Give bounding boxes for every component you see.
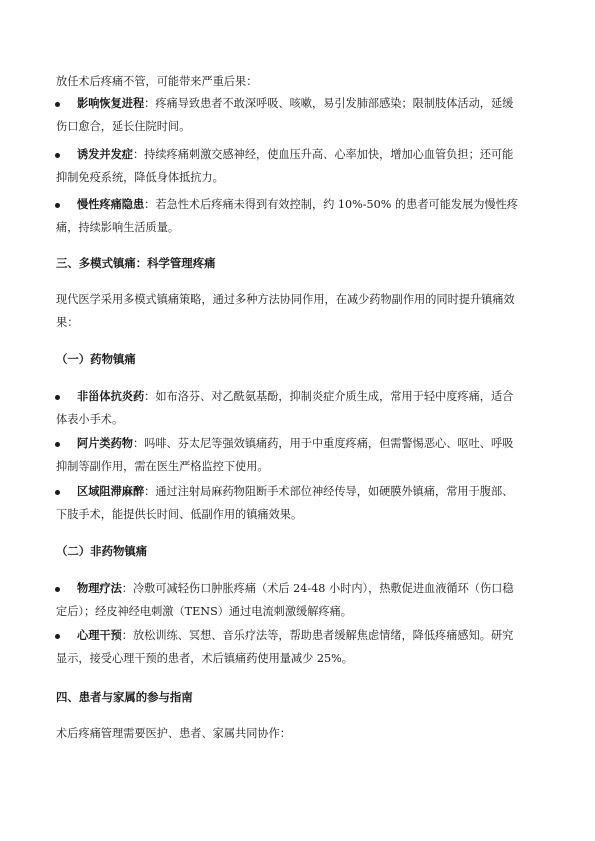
- list-item-line: [77, 389, 513, 405]
- list-item-continuation: 显示，接受心理干预的患者，术后镇痛药使用量减少 25%。: [56, 652, 353, 665]
- paragraph-line: 术后疼痛管理需要医护、患者、家属共同协作：: [56, 727, 291, 740]
- item-term: 物理疗法: [77, 582, 122, 595]
- list-item-line: [77, 436, 513, 452]
- bullet-dot: [55, 203, 60, 208]
- subsection-heading: （一）药物镇痛: [56, 352, 136, 366]
- bullet-dot: [55, 395, 60, 400]
- item-term: 诱发并发症: [77, 148, 133, 161]
- list-item-line: [77, 581, 514, 597]
- item-text: ：吗啡、芬太尼等强效镇痛药，用于中重度疼痛，但需警惕恶心、呕吐、呼吸: [132, 437, 514, 450]
- item-term: 影响恢复进程: [77, 97, 145, 110]
- item-term: 心理干预: [77, 629, 122, 642]
- item-text: ：若急性术后疼痛未得到有效控制，约 10%-50% 的患者可能发展为慢性疼: [144, 198, 519, 211]
- list-item-continuation: 抑制等副作用，需在医生严格监控下使用。: [56, 460, 269, 473]
- list-item-line: [77, 147, 513, 163]
- item-text: ：冷敷可减轻伤口肿胀疼痛（术后 24-48 小时内），热敷促进血液循环（伤口稳: [121, 582, 514, 595]
- bullet-dot: [55, 442, 60, 447]
- item-term: 区域阻滞麻醉: [77, 485, 145, 498]
- section-heading: 四、患者与家属的参与指南: [56, 690, 193, 704]
- item-text: ：如布洛芬、对乙酰氨基酚，抑制炎症介质生成，常用于轻中度疼痛，适合: [144, 390, 514, 403]
- list-item-continuation: 伤口愈合，延长住院时间。: [56, 120, 191, 133]
- list-item-line: [77, 628, 513, 644]
- list-item-line: [77, 484, 513, 500]
- bullet-dot: [55, 634, 60, 639]
- item-text: ：放松训练、冥想、音乐疗法等，帮助患者缓解焦虑情绪，降低疼痛感知。研究: [121, 629, 514, 642]
- list-item-continuation: 痛，持续影响生活质量。: [56, 221, 180, 234]
- subsection-heading: （二）非药物镇痛: [56, 544, 148, 558]
- bullet-dot: [55, 102, 60, 107]
- list-item-line: [77, 197, 518, 213]
- list-item-continuation: 下肢手术，能提供长时间、低副作用的镇痛效果。: [56, 508, 303, 521]
- bullet-dot: [55, 153, 60, 158]
- item-term: 非甾体抗炎药: [77, 390, 145, 403]
- item-term: 慢性疼痛隐患: [77, 198, 145, 211]
- paragraph-line: 现代医学采用多模式镇痛策略，通过多种方法协同作用，在减少药物副作用的同时提升镇痛效: [56, 293, 515, 306]
- bullet-dot: [55, 587, 60, 592]
- intro-text: 放任术后疼痛不管，可能带来严重后果：: [56, 75, 258, 88]
- list-item-line: [77, 96, 513, 112]
- item-term: 阿片类药物: [77, 437, 133, 450]
- list-item-continuation: 体表小手术。: [56, 413, 124, 426]
- bullet-dot: [55, 490, 60, 495]
- list-item-continuation: 定后）；经皮神经电刺激（TENS）通过电流刺激缓解疼痛。: [56, 605, 352, 618]
- list-item-continuation: 抑制免疫系统，降低身体抵抗力。: [56, 171, 224, 184]
- item-text: ：持续疼痛刺激交感神经，使血压升高、心率加快，增加心血管负担；还可能: [132, 148, 514, 161]
- section-heading: 三、多模式镇痛：科学管理疼痛: [56, 256, 216, 270]
- item-text: ：通过注射局麻药物阻断手术部位神经传导，如硬膜外镇痛，常用于腹部、: [144, 485, 514, 498]
- paragraph-line: 果：: [56, 316, 79, 329]
- item-text: ：疼痛导致患者不敢深呼吸、咳嗽，易引发肺部感染；限制肢体活动，延缓: [144, 97, 514, 110]
